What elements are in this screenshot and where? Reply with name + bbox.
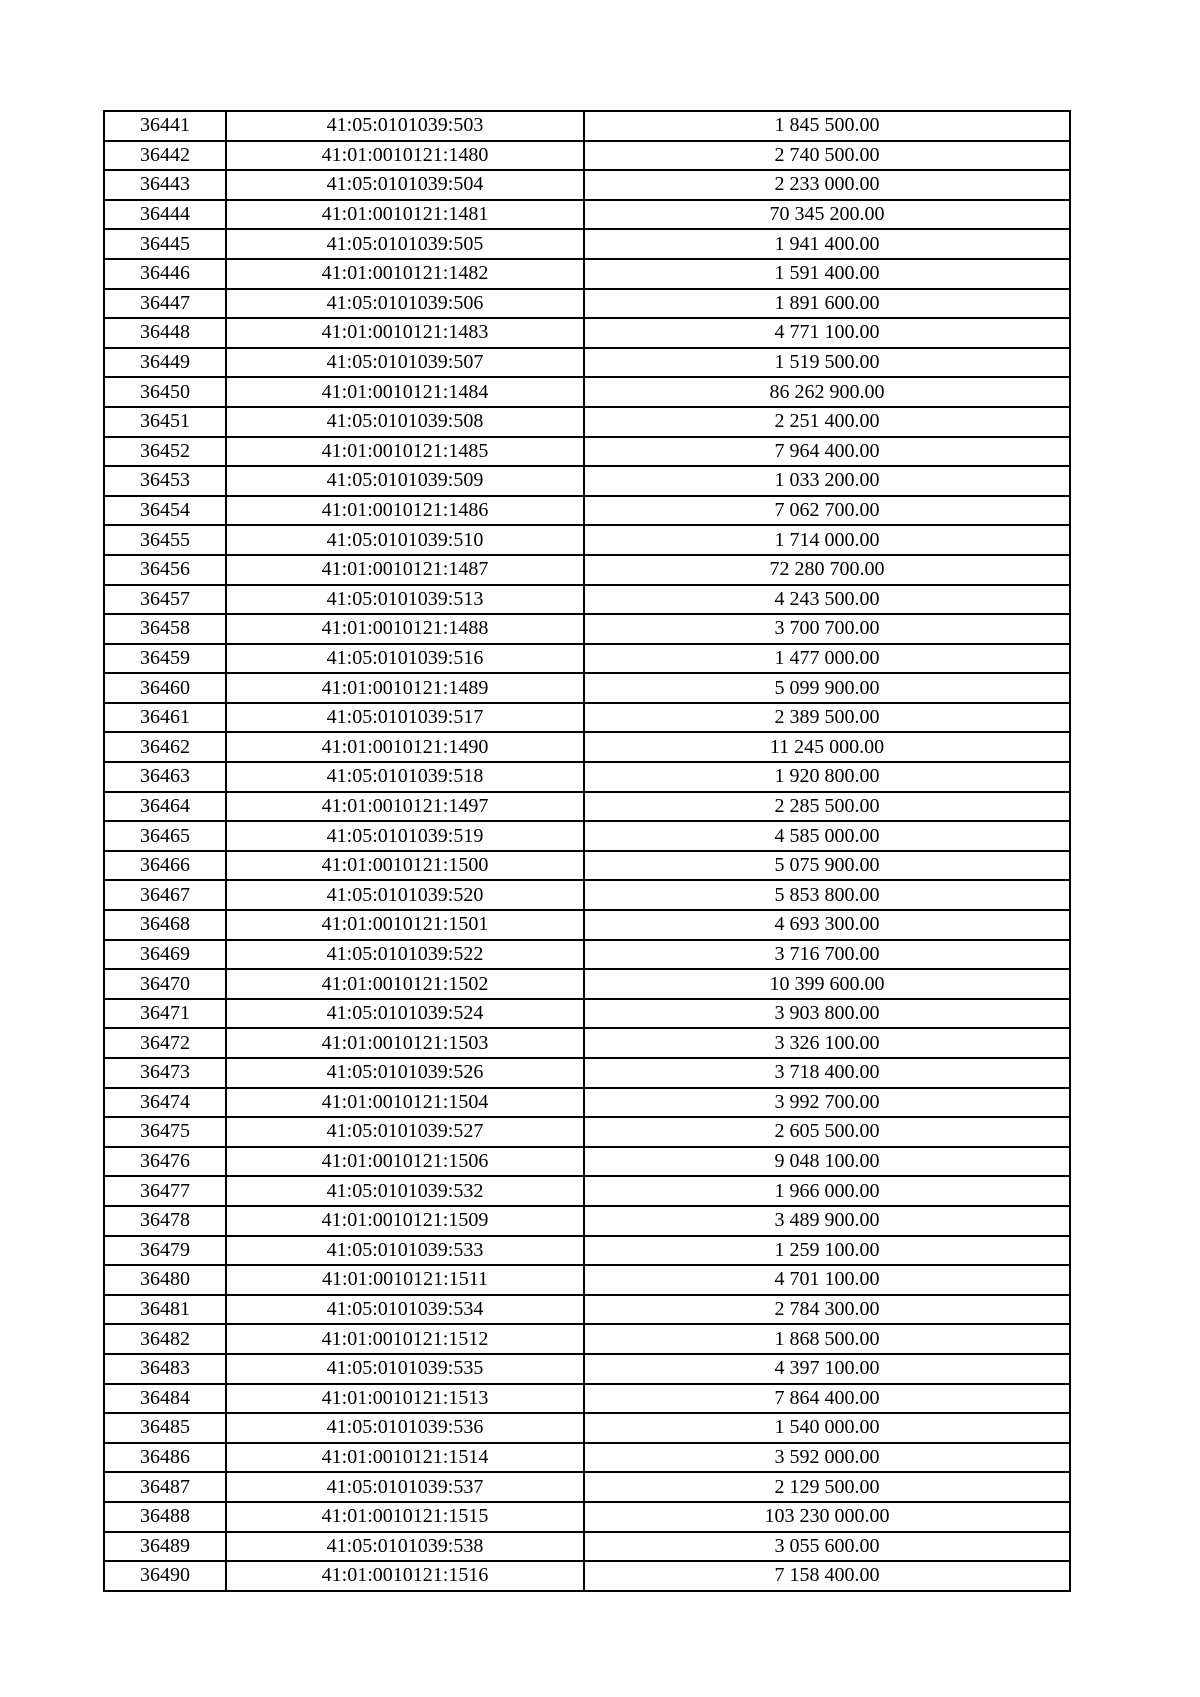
- cadastral-number-cell: 41:05:0101039:513: [226, 585, 584, 615]
- cadastral-number-cell: 41:01:0010121:1515: [226, 1502, 584, 1532]
- cadastral-value-cell: 1 519 500.00: [584, 348, 1070, 378]
- table-row: [104, 1028, 1070, 1058]
- cadastral-value-cell: 9 048 100.00: [584, 1147, 1070, 1177]
- row-number-cell: 36470: [104, 969, 226, 999]
- table-row: [104, 1058, 1070, 1088]
- cadastral-value-cell: 3 326 100.00: [584, 1028, 1070, 1058]
- row-number-cell: 36460: [104, 673, 226, 703]
- cadastral-number-cell: 41:05:0101039:522: [226, 940, 584, 970]
- table-row: [104, 318, 1070, 348]
- row-number-cell: 36489: [104, 1532, 226, 1562]
- row-number-cell: 36442: [104, 141, 226, 171]
- table-row: [104, 1413, 1070, 1443]
- table-row: [104, 880, 1070, 910]
- row-number-cell: 36447: [104, 289, 226, 319]
- cadastral-value-cell: 2 233 000.00: [584, 170, 1070, 200]
- cadastral-number-cell: 41:01:0010121:1506: [226, 1147, 584, 1177]
- cadastral-number-cell: 41:05:0101039:533: [226, 1236, 584, 1266]
- table-row: [104, 141, 1070, 171]
- cadastral-number-cell: 41:05:0101039:509: [226, 466, 584, 496]
- table-row: [104, 407, 1070, 437]
- cadastral-number-cell: 41:05:0101039:508: [226, 407, 584, 437]
- table-row: [104, 229, 1070, 259]
- row-number-cell: 36481: [104, 1295, 226, 1325]
- row-number-cell: 36451: [104, 407, 226, 437]
- cadastral-value-cell: 5 075 900.00: [584, 851, 1070, 881]
- row-number-cell: 36453: [104, 466, 226, 496]
- row-number-cell: 36448: [104, 318, 226, 348]
- table-row: [104, 1295, 1070, 1325]
- cadastral-value-cell: 3 489 900.00: [584, 1206, 1070, 1236]
- table-row: [104, 1176, 1070, 1206]
- row-number-cell: 36471: [104, 999, 226, 1029]
- cadastral-number-cell: 41:05:0101039:505: [226, 229, 584, 259]
- row-number-cell: 36479: [104, 1236, 226, 1266]
- cadastral-value-cell: 3 700 700.00: [584, 614, 1070, 644]
- row-number-cell: 36469: [104, 940, 226, 970]
- table-row: [104, 703, 1070, 733]
- cadastral-number-cell: 41:01:0010121:1501: [226, 910, 584, 940]
- row-number-cell: 36465: [104, 821, 226, 851]
- cadastral-number-cell: 41:01:0010121:1485: [226, 437, 584, 467]
- table-row: [104, 1472, 1070, 1502]
- cadastral-value-cell: 3 718 400.00: [584, 1058, 1070, 1088]
- cadastral-value-cell: 3 716 700.00: [584, 940, 1070, 970]
- table-row: [104, 732, 1070, 762]
- row-number-cell: 36482: [104, 1324, 226, 1354]
- table-row: [104, 821, 1070, 851]
- cadastral-value-cell: 70 345 200.00: [584, 200, 1070, 230]
- cadastral-number-cell: 41:01:0010121:1490: [226, 732, 584, 762]
- table-row: [104, 289, 1070, 319]
- cadastral-number-cell: 41:05:0101039:526: [226, 1058, 584, 1088]
- cadastral-value-cell: 1 714 000.00: [584, 525, 1070, 555]
- table-row: [104, 200, 1070, 230]
- cadastral-value-cell: 7 062 700.00: [584, 496, 1070, 526]
- row-number-cell: 36459: [104, 644, 226, 674]
- cadastral-value-cell: 7 864 400.00: [584, 1384, 1070, 1414]
- cadastral-number-cell: 41:01:0010121:1484: [226, 377, 584, 407]
- cadastral-value-cell: 1 891 600.00: [584, 289, 1070, 319]
- cadastral-number-cell: 41:05:0101039:538: [226, 1532, 584, 1562]
- table-row: [104, 348, 1070, 378]
- row-number-cell: 36477: [104, 1176, 226, 1206]
- cadastral-number-cell: 41:05:0101039:504: [226, 170, 584, 200]
- cadastral-value-cell: 2 251 400.00: [584, 407, 1070, 437]
- cadastral-number-cell: 41:05:0101039:524: [226, 999, 584, 1029]
- table-row: [104, 1502, 1070, 1532]
- row-number-cell: 36464: [104, 792, 226, 822]
- cadastral-value-cell: 103 230 000.00: [584, 1502, 1070, 1532]
- cadastral-value-cell: 3 055 600.00: [584, 1532, 1070, 1562]
- table-body: [104, 111, 1070, 1591]
- row-number-cell: 36487: [104, 1472, 226, 1502]
- row-number-cell: 36476: [104, 1147, 226, 1177]
- table-row: [104, 1384, 1070, 1414]
- cadastral-number-cell: 41:01:0010121:1514: [226, 1443, 584, 1473]
- table-row: [104, 1206, 1070, 1236]
- cadastral-value-cell: 4 585 000.00: [584, 821, 1070, 851]
- row-number-cell: 36483: [104, 1354, 226, 1384]
- cadastral-value-cell: 1 845 500.00: [584, 111, 1070, 141]
- table-row: [104, 437, 1070, 467]
- row-number-cell: 36466: [104, 851, 226, 881]
- cadastral-value-cell: 86 262 900.00: [584, 377, 1070, 407]
- cadastral-number-cell: 41:01:0010121:1480: [226, 141, 584, 171]
- row-number-cell: 36478: [104, 1206, 226, 1236]
- cadastral-number-cell: 41:01:0010121:1502: [226, 969, 584, 999]
- row-number-cell: 36458: [104, 614, 226, 644]
- table-row: [104, 1354, 1070, 1384]
- table-row: [104, 969, 1070, 999]
- cadastral-value-cell: 1 920 800.00: [584, 762, 1070, 792]
- table-row: [104, 466, 1070, 496]
- table-row: [104, 1443, 1070, 1473]
- cadastral-number-cell: 41:05:0101039:537: [226, 1472, 584, 1502]
- cadastral-value-cell: 11 245 000.00: [584, 732, 1070, 762]
- cadastral-value-cell: 2 285 500.00: [584, 792, 1070, 822]
- table-row: [104, 1265, 1070, 1295]
- cadastral-number-cell: 41:05:0101039:516: [226, 644, 584, 674]
- cadastral-value-cell: 3 592 000.00: [584, 1443, 1070, 1473]
- row-number-cell: 36484: [104, 1384, 226, 1414]
- cadastral-number-cell: 41:01:0010121:1488: [226, 614, 584, 644]
- row-number-cell: 36457: [104, 585, 226, 615]
- cadastral-number-cell: 41:05:0101039:536: [226, 1413, 584, 1443]
- table-row: [104, 644, 1070, 674]
- cadastral-number-cell: 41:01:0010121:1497: [226, 792, 584, 822]
- row-number-cell: 36445: [104, 229, 226, 259]
- cadastral-value-cell: 5 099 900.00: [584, 673, 1070, 703]
- row-number-cell: 36461: [104, 703, 226, 733]
- cadastral-number-cell: 41:01:0010121:1503: [226, 1028, 584, 1058]
- cadastral-value-cell: 3 992 700.00: [584, 1088, 1070, 1118]
- table-row: [104, 1117, 1070, 1147]
- cadastral-value-cell: 2 389 500.00: [584, 703, 1070, 733]
- row-number-cell: 36443: [104, 170, 226, 200]
- cadastral-number-cell: 41:05:0101039:518: [226, 762, 584, 792]
- table-row: [104, 673, 1070, 703]
- row-number-cell: 36463: [104, 762, 226, 792]
- cadastral-value-cell: 5 853 800.00: [584, 880, 1070, 910]
- cadastral-number-cell: 41:01:0010121:1513: [226, 1384, 584, 1414]
- cadastral-number-cell: 41:01:0010121:1486: [226, 496, 584, 526]
- cadastral-value-table: [103, 110, 1071, 1592]
- cadastral-value-cell: 72 280 700.00: [584, 555, 1070, 585]
- cadastral-value-cell: 2 129 500.00: [584, 1472, 1070, 1502]
- row-number-cell: 36462: [104, 732, 226, 762]
- cadastral-value-cell: 1 591 400.00: [584, 259, 1070, 289]
- cadastral-value-cell: 1 477 000.00: [584, 644, 1070, 674]
- table-row: [104, 1236, 1070, 1266]
- row-number-cell: 36473: [104, 1058, 226, 1088]
- table-row: [104, 1532, 1070, 1562]
- cadastral-value-cell: 2 740 500.00: [584, 141, 1070, 171]
- table-row: [104, 555, 1070, 585]
- row-number-cell: 36490: [104, 1561, 226, 1591]
- table-row: [104, 999, 1070, 1029]
- table-row: [104, 910, 1070, 940]
- cadastral-number-cell: 41:05:0101039:527: [226, 1117, 584, 1147]
- cadastral-value-cell: 4 693 300.00: [584, 910, 1070, 940]
- table-row: [104, 496, 1070, 526]
- cadastral-number-cell: 41:01:0010121:1489: [226, 673, 584, 703]
- cadastral-number-cell: 41:01:0010121:1509: [226, 1206, 584, 1236]
- cadastral-number-cell: 41:05:0101039:503: [226, 111, 584, 141]
- cadastral-number-cell: 41:01:0010121:1487: [226, 555, 584, 585]
- cadastral-number-cell: 41:01:0010121:1500: [226, 851, 584, 881]
- cadastral-value-cell: 4 771 100.00: [584, 318, 1070, 348]
- row-number-cell: 36468: [104, 910, 226, 940]
- cadastral-value-cell: 4 243 500.00: [584, 585, 1070, 615]
- row-number-cell: 36446: [104, 259, 226, 289]
- row-number-cell: 36475: [104, 1117, 226, 1147]
- cadastral-number-cell: 41:01:0010121:1516: [226, 1561, 584, 1591]
- row-number-cell: 36472: [104, 1028, 226, 1058]
- cadastral-value-cell: 7 158 400.00: [584, 1561, 1070, 1591]
- table-row: [104, 259, 1070, 289]
- cadastral-number-cell: 41:05:0101039:519: [226, 821, 584, 851]
- cadastral-number-cell: 41:05:0101039:532: [226, 1176, 584, 1206]
- table-row: [104, 792, 1070, 822]
- row-number-cell: 36441: [104, 111, 226, 141]
- table-row: [104, 614, 1070, 644]
- cadastral-value-cell: 1 868 500.00: [584, 1324, 1070, 1354]
- cadastral-number-cell: 41:01:0010121:1483: [226, 318, 584, 348]
- cadastral-number-cell: 41:05:0101039:507: [226, 348, 584, 378]
- cadastral-value-cell: 10 399 600.00: [584, 969, 1070, 999]
- cadastral-value-cell: 1 259 100.00: [584, 1236, 1070, 1266]
- cadastral-number-cell: 41:01:0010121:1482: [226, 259, 584, 289]
- cadastral-value-cell: 1 966 000.00: [584, 1176, 1070, 1206]
- cadastral-number-cell: 41:01:0010121:1512: [226, 1324, 584, 1354]
- cadastral-value-cell: 2 784 300.00: [584, 1295, 1070, 1325]
- cadastral-number-cell: 41:05:0101039:510: [226, 525, 584, 555]
- table-row: [104, 762, 1070, 792]
- cadastral-value-cell: 2 605 500.00: [584, 1117, 1070, 1147]
- row-number-cell: 36450: [104, 377, 226, 407]
- table-row: [104, 1088, 1070, 1118]
- table-row: [104, 851, 1070, 881]
- table-row: [104, 1561, 1070, 1591]
- row-number-cell: 36454: [104, 496, 226, 526]
- table-row: [104, 170, 1070, 200]
- row-number-cell: 36474: [104, 1088, 226, 1118]
- cadastral-number-cell: 41:01:0010121:1511: [226, 1265, 584, 1295]
- cadastral-value-cell: 4 397 100.00: [584, 1354, 1070, 1384]
- cadastral-value-cell: 7 964 400.00: [584, 437, 1070, 467]
- row-number-cell: 36452: [104, 437, 226, 467]
- cadastral-value-cell: 1 941 400.00: [584, 229, 1070, 259]
- row-number-cell: 36485: [104, 1413, 226, 1443]
- row-number-cell: 36444: [104, 200, 226, 230]
- table-row: [104, 1324, 1070, 1354]
- cadastral-value-cell: 1 033 200.00: [584, 466, 1070, 496]
- row-number-cell: 36486: [104, 1443, 226, 1473]
- cadastral-value-cell: 1 540 000.00: [584, 1413, 1070, 1443]
- row-number-cell: 36467: [104, 880, 226, 910]
- cadastral-number-cell: 41:01:0010121:1504: [226, 1088, 584, 1118]
- table-row: [104, 1147, 1070, 1177]
- row-number-cell: 36488: [104, 1502, 226, 1532]
- cadastral-number-cell: 41:05:0101039:534: [226, 1295, 584, 1325]
- cadastral-number-cell: 41:05:0101039:520: [226, 880, 584, 910]
- row-number-cell: 36480: [104, 1265, 226, 1295]
- cadastral-number-cell: 41:05:0101039:535: [226, 1354, 584, 1384]
- cadastral-number-cell: 41:01:0010121:1481: [226, 200, 584, 230]
- table-row: [104, 585, 1070, 615]
- table-row: [104, 111, 1070, 141]
- row-number-cell: 36455: [104, 525, 226, 555]
- cadastral-number-cell: 41:05:0101039:506: [226, 289, 584, 319]
- row-number-cell: 36456: [104, 555, 226, 585]
- table-row: [104, 525, 1070, 555]
- table-row: [104, 940, 1070, 970]
- row-number-cell: 36449: [104, 348, 226, 378]
- cadastral-number-cell: 41:05:0101039:517: [226, 703, 584, 733]
- cadastral-value-cell: 3 903 800.00: [584, 999, 1070, 1029]
- cadastral-value-cell: 4 701 100.00: [584, 1265, 1070, 1295]
- table-row: [104, 377, 1070, 407]
